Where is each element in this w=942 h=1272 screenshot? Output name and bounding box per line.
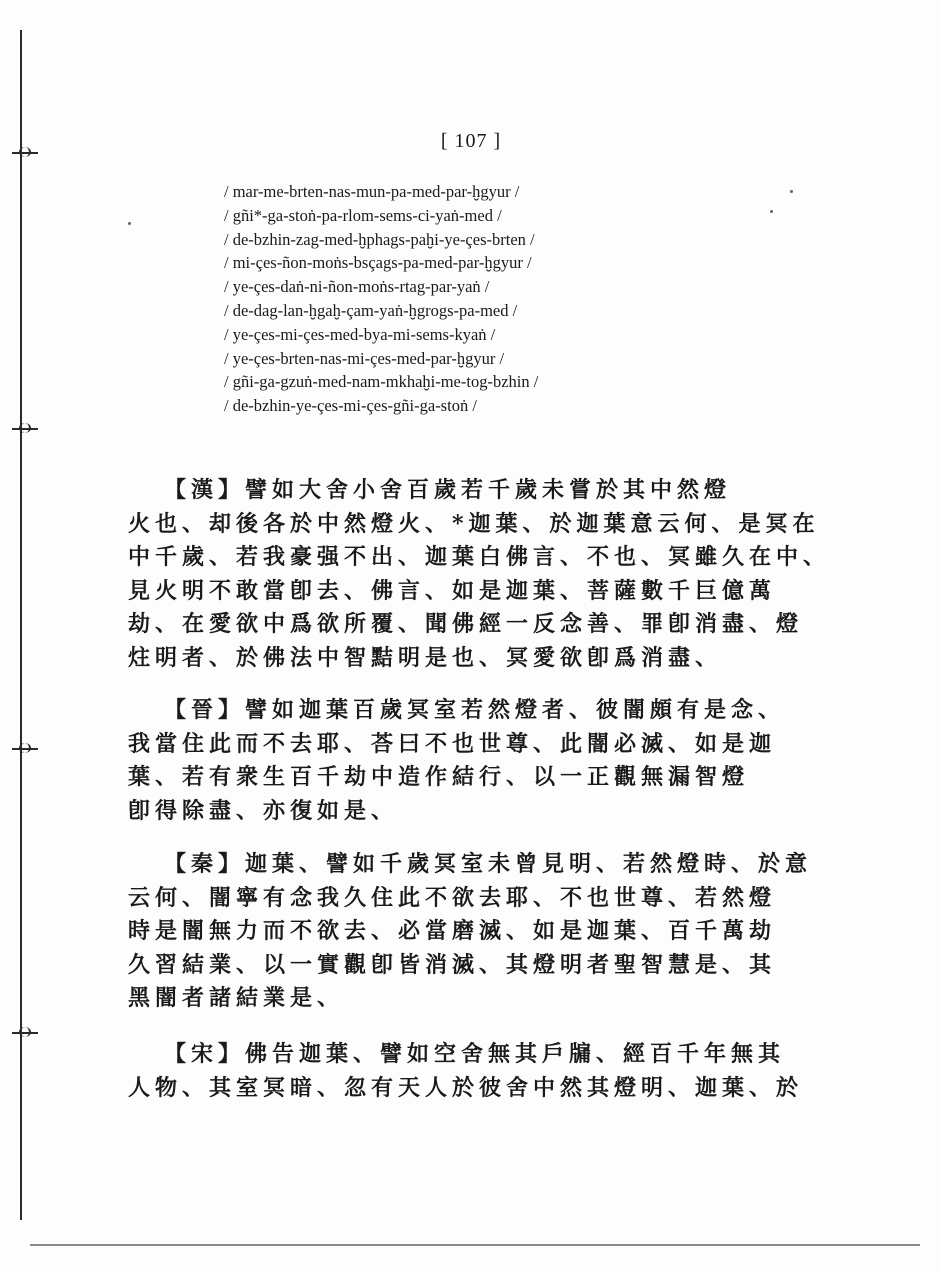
tibetan-line: / de-bzhin-ye-çes-mi-çes-gñi-ga-stoṅ / — [224, 396, 477, 416]
paragraph-han — [128, 474, 831, 675]
binding-edge-line — [20, 30, 22, 1220]
paragraph-line: 火也、却後各於中然燈火、*迦葉、於迦葉意云何、是冥在 — [128, 510, 820, 537]
scan-speck — [790, 190, 793, 193]
paragraph-line: 久習結業、以一實觀卽皆消滅、其燈明者聖智慧是、其 — [128, 951, 777, 978]
paragraph-qin — [128, 848, 813, 1016]
paragraph-line: 我當住此而不去耶、荅曰不也世尊、此闇必滅、如是迦 — [128, 730, 777, 757]
tibetan-line: / mar-me-brten-nas-mun-pa-med-par-ḫgyur / — [224, 182, 520, 201]
paragraph-line: 【秦】迦葉、譬如千歲冥室未曾見明、若然燈時、於意 — [164, 851, 813, 877]
paragraph-line: 見火明不敢當卽去、佛言、如是迦葉、菩薩數千巨億萬 — [128, 577, 777, 604]
paragraph-line: 時是闇無力而不欲去、必當磨滅、如是迦葉、百千萬劫 — [128, 918, 777, 944]
tibetan-line: / de-dag-lan-ḫgaḫ-çam-yaṅ-ḫgrogs-pa-med / — [224, 300, 518, 320]
paragraph-line: 黑闇者諸結業是、 — [128, 985, 345, 1011]
paragraph-line: 中千歲、若我豪强不出、迦葉白佛言、不也、冥雖久在中、 — [128, 544, 831, 570]
binding-mark — [12, 1032, 38, 1034]
paragraph-line: 葉、若有衆生百千劫中造作結行、以一正觀無漏智燈 — [128, 764, 750, 790]
paragraph-line: 卽得除盡、亦復如是、 — [128, 797, 399, 824]
paragraph-song — [128, 1038, 804, 1105]
bottom-rule — [30, 1244, 920, 1246]
binding-mark — [12, 428, 38, 430]
tibetan-line: / gñi-ga-gzuṅ-med-nam-mkhaḫi-me-tog-bzhin / — [224, 372, 539, 392]
tibetan-line: / gñi*-ga-stoṅ-pa-rlom-sems-ci-yaṅ-med / — [224, 205, 502, 225]
tibetan-verse-block — [224, 180, 644, 418]
paragraph-line: 人物、其室冥暗、忽有天人於彼舍中然其燈明、迦葉、於 — [128, 1074, 804, 1101]
paragraph-line: 【晉】譬如迦葉百歲冥室若然燈者、彼闇頗有是念、 — [164, 697, 786, 723]
tibetan-line: / ye-çes-mi-çes-med-bya-mi-sems-kyaṅ / — [224, 324, 496, 344]
paragraph-jin — [128, 694, 788, 828]
scan-speck — [770, 210, 773, 213]
paragraph-line: 炷明者、於佛法中智黠明是也、冥愛欲卽爲消盡、 — [128, 644, 723, 671]
paragraph-line: 【宋】佛告迦葉、譬如空舍無其戶牖、經百千年無其 — [164, 1041, 786, 1067]
tibetan-line: / mi-çes-ñon-moṅs-bsçags-pa-med-par-ḫgyur / — [224, 253, 532, 273]
paragraph-line: 云何、闇寧有念我久住此不欲去耶、不也世尊、若然燈 — [128, 884, 777, 911]
tibetan-line: / ye-çes-daṅ-ni-ñon-moṅs-rtag-par-yaṅ / — [224, 277, 490, 297]
page-number: [ 107 ] — [440, 130, 502, 152]
tibetan-line: / ye-çes-brten-nas-mi-çes-med-par-ḫgyur / — [224, 348, 505, 368]
paragraph-line: 【漢】譬如大舍小舍百歲若千歲未嘗於其中然燈 — [164, 477, 732, 503]
scan-speck — [128, 222, 131, 225]
paragraph-line: 劫、在愛欲中爲欲所覆、聞佛經一反念善、罪卽消盡、燈 — [128, 611, 804, 637]
tibetan-line: / de-bzhin-zag-med-ḫphags-paḫi-ye-çes-brten / — [224, 229, 535, 249]
binding-mark — [12, 748, 38, 750]
